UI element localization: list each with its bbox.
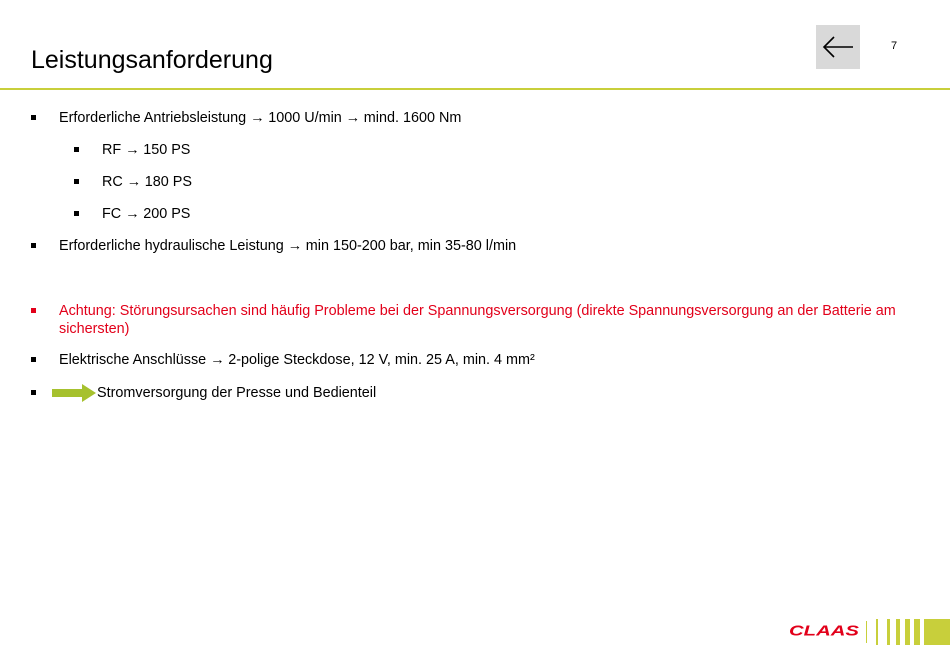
- rf-value: 150 PS: [143, 142, 191, 158]
- bullet-marker: [31, 115, 36, 120]
- rc-text: [102, 173, 192, 191]
- power-supply-text: Stromversorgung der Presse und Bedienteil: [97, 385, 377, 401]
- arrow-right-icon: →: [287, 238, 303, 254]
- arrow-right-icon: →: [125, 142, 140, 158]
- arrow-right-icon: →: [126, 174, 142, 190]
- page-number: 7: [891, 40, 898, 52]
- bullet-marker: [31, 308, 36, 313]
- rc-label: RC: [102, 174, 123, 190]
- drive-power-torque: mind. 1600 Nm: [363, 110, 462, 126]
- bullet-marker: [31, 357, 36, 362]
- arrow-right-icon: →: [345, 110, 361, 126]
- arrow-right-icon: →: [210, 352, 225, 368]
- bullet-marker: [31, 243, 36, 248]
- hydraulic-text: [59, 237, 516, 255]
- brand-stripes: [866, 619, 950, 645]
- hydraulic-value: min 150-200 bar, min 35-80 l/min: [305, 238, 517, 254]
- drive-power-rpm: 1000 U/min: [268, 110, 342, 126]
- electrical-label: Elektrische Anschlüsse: [59, 352, 207, 368]
- rf-label: RF: [102, 142, 122, 158]
- logo-text: CLAAS: [789, 622, 859, 640]
- bullet-marker: [74, 179, 79, 184]
- arrow-right-icon: →: [250, 110, 265, 126]
- warning-text: Achtung: Störungsursachen sind häufig Probleme bei der Spannungsversorgung (direkte Spannungsversorgung an der Batterie am sichersten): [59, 303, 896, 337]
- fc-value: 200 PS: [143, 206, 191, 222]
- bullet-marker: [74, 211, 79, 216]
- rc-value: 180 PS: [144, 174, 193, 190]
- drive-power-text: [59, 109, 461, 127]
- arrow-right-icon: →: [125, 206, 140, 222]
- electrical-value: 2-polige Steckdose, 12 V, min. 25 A, min. 4 mm²: [228, 352, 535, 368]
- claas-logo: [788, 619, 862, 641]
- title-divider: [0, 88, 950, 90]
- arrow-left-icon: [816, 25, 860, 69]
- electrical-text: [59, 351, 535, 369]
- big-arrow-right-icon: [52, 384, 96, 402]
- fc-text: [102, 205, 190, 223]
- bullet-marker: [74, 147, 79, 152]
- back-button[interactable]: [816, 25, 860, 69]
- page-title: Leistungsanforderung: [31, 46, 273, 74]
- bullet-marker: [31, 390, 36, 395]
- drive-power-label: Erforderliche Antriebsleistung: [59, 110, 247, 126]
- rf-text: [102, 141, 190, 159]
- hydraulic-label: Erforderliche hydraulische Leistung: [59, 238, 284, 254]
- fc-label: FC: [102, 206, 122, 222]
